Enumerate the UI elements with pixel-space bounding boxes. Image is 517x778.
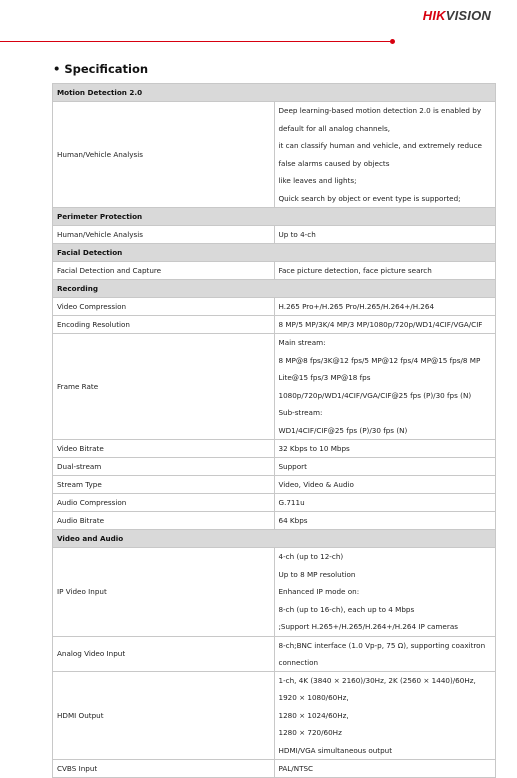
spec-label: IP Video Input bbox=[53, 548, 275, 637]
spec-value bbox=[274, 458, 496, 476]
spec-value-line: Face picture detection, face picture search bbox=[278, 266, 432, 275]
spec-value-line: Up to 8 MP resolution bbox=[278, 569, 356, 579]
spec-value bbox=[274, 636, 496, 671]
spec-value bbox=[274, 298, 496, 316]
table-row bbox=[53, 440, 496, 458]
spec-label: Facial Detection and Capture bbox=[53, 262, 275, 280]
spec-value bbox=[274, 226, 496, 244]
spec-value-line: Up to 4-ch bbox=[278, 230, 316, 239]
spec-value-line: Quick search by object or event type is supported; bbox=[278, 193, 461, 203]
spec-value-line: 32 Kbps to 10 Mbps bbox=[278, 444, 350, 453]
spec-value-line: 8 MP@8 fps/3K@12 fps/5 MP@12 fps/4 MP@15 fps/8 MP Lite@15 fps/3 MP@18 fps bbox=[278, 355, 481, 382]
brand-logo-hi: HIK bbox=[422, 8, 446, 23]
spec-value-line: it can classify human and vehicle, and extremely reduce false alarms caused by objects bbox=[278, 141, 482, 168]
spec-label: Video Compression bbox=[53, 298, 275, 316]
spec-label: Audio Compression bbox=[53, 494, 275, 512]
spec-label: Stream Type bbox=[53, 476, 275, 494]
spec-value bbox=[274, 494, 496, 512]
spec-value-line: PAL/NTSC bbox=[278, 764, 314, 773]
spec-value-line: H.265 Pro+/H.265 Pro/H.265/H.264+/H.264 bbox=[278, 302, 435, 311]
section-header bbox=[53, 530, 496, 548]
spec-value bbox=[274, 671, 496, 760]
spec-value-line: like leaves and lights; bbox=[278, 176, 357, 185]
spec-value-line: Sub-stream: bbox=[278, 408, 323, 417]
header-rule bbox=[0, 41, 390, 42]
spec-label: CVBS Input bbox=[53, 760, 275, 778]
spec-value-line: Main stream: bbox=[278, 338, 326, 347]
section-header bbox=[53, 280, 496, 298]
spec-label: Audio Bitrate bbox=[53, 512, 275, 530]
table-row bbox=[53, 334, 496, 440]
section-title: Recording bbox=[53, 280, 496, 298]
section-title: Video and Audio bbox=[53, 530, 496, 548]
brand-logo-rest: VISION bbox=[445, 8, 491, 23]
spec-value-line: 1280 × 720/60Hz bbox=[278, 728, 342, 737]
spec-label: Video Bitrate bbox=[53, 440, 275, 458]
spec-table bbox=[52, 83, 496, 778]
spec-value-line: 8-ch (up to 16-ch), each up to 4 Mbps bbox=[278, 604, 415, 614]
spec-label: Analog Video Input bbox=[53, 636, 275, 671]
spec-value-line: 8 MP/5 MP/3K/4 MP/3 MP/1080p/720p/WD1/4CIF/VGA/CIF bbox=[278, 320, 483, 329]
spec-value-line: 4-ch (up to 12-ch) bbox=[278, 552, 344, 561]
spec-label: Dual-stream bbox=[53, 458, 275, 476]
table-row bbox=[53, 512, 496, 530]
spec-value-line: 1280 × 1024/60Hz, bbox=[278, 710, 349, 720]
spec-value-line: G.711u bbox=[278, 498, 305, 507]
spec-value-line: ;Support H.265+/H.265/H.264+/H.264 IP cameras bbox=[278, 622, 458, 631]
spec-value-line: Support bbox=[278, 462, 307, 471]
spec-value bbox=[274, 316, 496, 334]
spec-value-line: 8-ch;BNC interface (1.0 Vp-p, 75 Ω), supporting coaxitron connection bbox=[278, 640, 486, 667]
table-row bbox=[53, 476, 496, 494]
table-row bbox=[53, 548, 496, 637]
spec-value-line: WD1/4CIF/CIF@25 fps (P)/30 fps (N) bbox=[278, 425, 408, 435]
spec-value bbox=[274, 476, 496, 494]
table-row bbox=[53, 494, 496, 512]
spec-label: Human/Vehicle Analysis bbox=[53, 102, 275, 208]
spec-value-line: HDMI/VGA simultaneous output bbox=[278, 745, 393, 755]
spec-value bbox=[274, 760, 496, 778]
section-title: Motion Detection 2.0 bbox=[53, 84, 496, 102]
spec-value-line: 64 Kbps bbox=[278, 516, 308, 525]
spec-value bbox=[274, 102, 496, 208]
table-row bbox=[53, 102, 496, 208]
spec-value bbox=[274, 440, 496, 458]
spec-label: Frame Rate bbox=[53, 334, 275, 440]
section-header bbox=[53, 244, 496, 262]
spec-value bbox=[274, 334, 496, 440]
header-rule-dot bbox=[390, 39, 395, 44]
section-header bbox=[53, 208, 496, 226]
brand-logo bbox=[423, 8, 491, 23]
spec-value-line: Video, Video & Audio bbox=[278, 480, 354, 489]
spec-label: HDMI Output bbox=[53, 671, 275, 760]
table-row bbox=[53, 226, 496, 244]
section-title: Perimeter Protection bbox=[53, 208, 496, 226]
page-title: • Specification bbox=[53, 62, 149, 76]
table-row bbox=[53, 636, 496, 671]
table-row bbox=[53, 458, 496, 476]
spec-value-line: 1920 × 1080/60Hz, bbox=[278, 693, 349, 702]
spec-label: Encoding Resolution bbox=[53, 316, 275, 334]
spec-label: Human/Vehicle Analysis bbox=[53, 226, 275, 244]
table-row bbox=[53, 671, 496, 760]
spec-value bbox=[274, 548, 496, 637]
spec-value bbox=[274, 512, 496, 530]
section-title: Facial Detection bbox=[53, 244, 496, 262]
spec-value-line: Deep learning-based motion detection 2.0 is enabled by default for all analog channels, bbox=[278, 106, 482, 133]
table-row bbox=[53, 316, 496, 334]
section-header bbox=[53, 84, 496, 102]
spec-value-line: 1080p/720p/WD1/4CIF/VGA/CIF@25 fps (P)/30 fps (N) bbox=[278, 390, 472, 400]
table-row bbox=[53, 262, 496, 280]
table-row bbox=[53, 298, 496, 316]
spec-value-line: 1-ch, 4K (3840 × 2160)/30Hz, 2K (2560 × 1440)/60Hz, bbox=[278, 675, 476, 685]
spec-value bbox=[274, 262, 496, 280]
table-row bbox=[53, 760, 496, 778]
spec-value-line: Enhanced IP mode on: bbox=[278, 587, 360, 596]
